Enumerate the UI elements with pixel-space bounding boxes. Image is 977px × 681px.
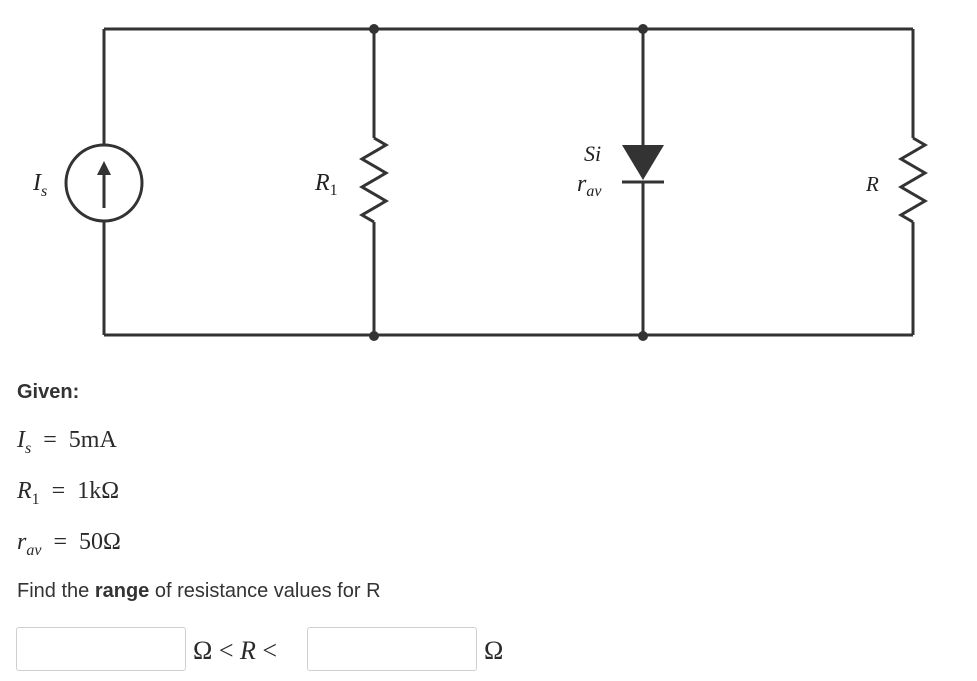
given-value: 5mA xyxy=(68,427,117,453)
r1-label: $R_1$ xyxy=(315,170,338,199)
given-op: = xyxy=(43,427,57,453)
less-than-symbol: < xyxy=(218,636,234,665)
given-rav xyxy=(17,528,121,559)
load-r-label: R xyxy=(866,172,879,196)
r-resistor xyxy=(901,138,925,222)
upper-bound-input[interactable] xyxy=(307,627,477,671)
given-sub: av xyxy=(26,542,42,559)
given-sub: s xyxy=(25,440,32,457)
junction-dot xyxy=(369,24,379,34)
junction-dot xyxy=(638,24,648,34)
lower-bound-input[interactable] xyxy=(16,627,186,671)
question-suffix: of resistance values for R xyxy=(149,580,381,602)
diode-triangle xyxy=(622,145,664,180)
diode-si-label: Si xyxy=(584,141,602,166)
given-sub: 1 xyxy=(31,491,40,508)
less-than-symbol: < xyxy=(262,636,278,665)
given-value: 1kΩ xyxy=(77,478,120,504)
diode-rav-label: $r_{av}$ xyxy=(577,171,602,200)
question-emphasis: range xyxy=(94,580,150,602)
given-op: = xyxy=(53,529,67,555)
question-prefix: Find the xyxy=(17,580,95,602)
arrow-up-icon xyxy=(97,161,111,175)
given-var: R xyxy=(17,478,32,504)
source-label: $I_s$ xyxy=(33,170,48,200)
given-op: = xyxy=(51,478,66,504)
junction-dot xyxy=(638,331,648,341)
given-var: r xyxy=(17,529,27,555)
question-text xyxy=(17,580,381,603)
given-is xyxy=(17,426,117,457)
junction-dot xyxy=(369,331,379,341)
given-r1 xyxy=(17,477,120,508)
given-var: I xyxy=(17,427,25,453)
omega-symbol: Ω xyxy=(193,636,213,665)
r-variable: R xyxy=(240,636,256,665)
given-heading: Given: xyxy=(17,381,80,403)
unit-omega: Ω xyxy=(484,636,504,665)
given-value: 50Ω xyxy=(79,529,121,555)
inequality-expression xyxy=(193,636,277,666)
r1-resistor xyxy=(362,138,386,222)
